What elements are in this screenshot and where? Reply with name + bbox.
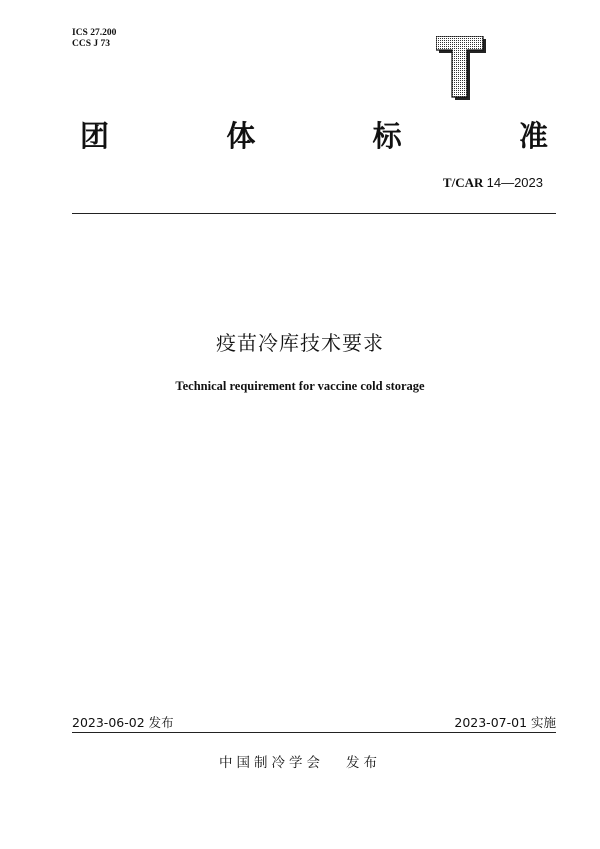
document-title-chinese: 疫苗冷库技术要求	[216, 331, 384, 355]
publisher-name: 中国制冷学会	[219, 755, 324, 771]
ics-code: ICS 27.200	[72, 28, 117, 38]
standard-number	[443, 175, 543, 191]
category-char-1: 团	[80, 119, 110, 153]
document-title-english: Technical requirement for vaccine cold storage	[175, 379, 425, 393]
classification-codes	[72, 28, 116, 50]
standard-prefix: T/CAR	[442, 175, 484, 190]
release-date: 2023-06-02 发布	[72, 715, 174, 730]
category-char-3: 标	[372, 119, 402, 153]
category-char-4: 准	[518, 119, 548, 153]
implementation-date: 2023-07-01 实施	[454, 715, 556, 730]
category-title	[80, 118, 548, 154]
letter-t-logo-icon	[436, 36, 486, 100]
top-divider	[72, 213, 556, 214]
standard-code: 14—2023	[486, 175, 543, 190]
ccs-code: CCS J 73	[72, 39, 111, 49]
bottom-divider	[72, 732, 556, 733]
publisher-action: 发布	[346, 755, 381, 771]
category-char-2: 体	[226, 119, 256, 153]
publisher-line	[0, 751, 600, 771]
